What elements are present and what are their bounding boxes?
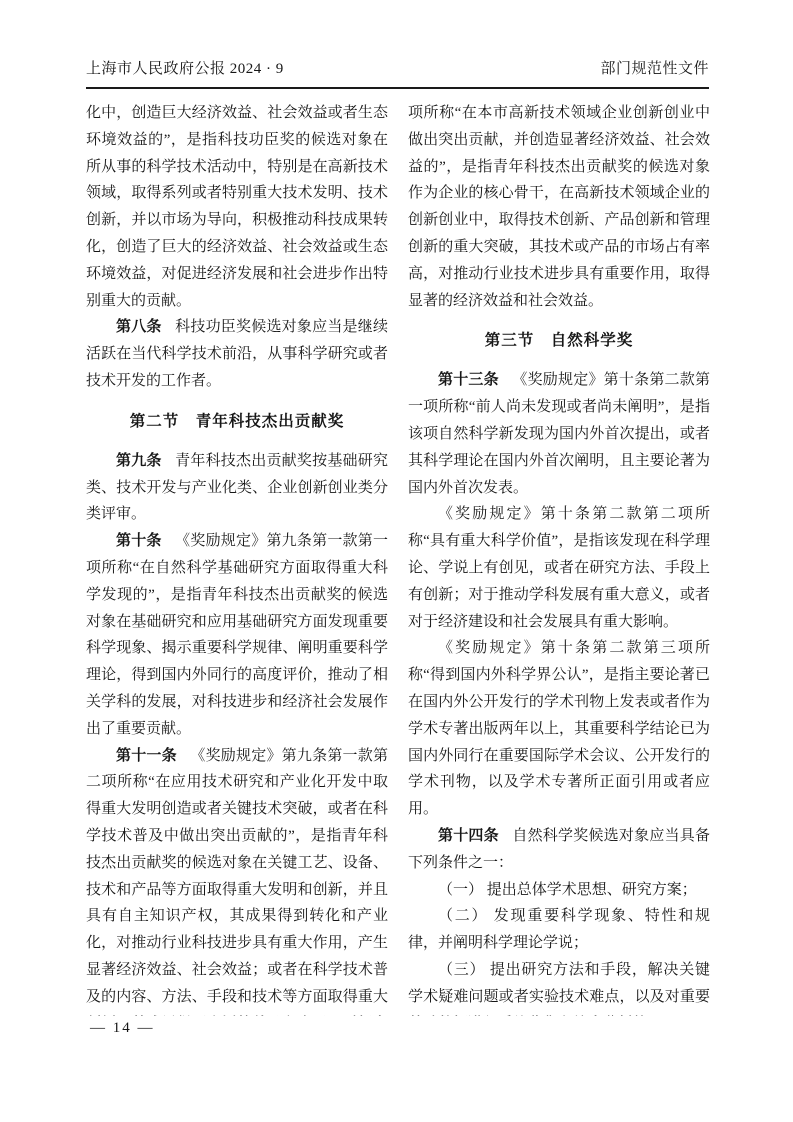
article-14-paragraph bbox=[408, 823, 710, 877]
article-number: 第十四条 bbox=[438, 826, 499, 844]
paragraph-text: 青年科技杰出贡献奖按基础研究类、技术开发与产业化类、企业创新创业类分类评审。 bbox=[86, 452, 388, 523]
page-footer bbox=[90, 1020, 155, 1037]
paragraph-text: 项所称“在本市高新技术领域企业创新创业中做出突出贡献，并创造显著经济效益、社会效益的”，是指青年科技杰出贡献奖的候选对象作为企业的核心骨干，在高新技术领域企业的创新创业中，取得技术创新、产品创新和管理创新的重大突破，其技术或产品的市场占有率高，对推动行业技术进步具有重要作用，取得显著的经济效益和社会效益。 bbox=[408, 105, 710, 309]
paragraph-text: 《奖励规定》第九条第一款第一项所称“在自然科学基础研究方面取得重大科学发现的”，是指青年科技杰出贡献奖的候选对象在基础研究和应用基础研究方面发现重要科学现象、揭示重要科学规律、阐明重要科学理论，得到国内外同行的高度评价，推动了相关学科的发展，对科技进步和经济社会发展作出了重要贡献。 bbox=[86, 533, 388, 737]
paragraph-text: 《奖励规定》第十条第二款第一项所称“前人尚未发现或者尚未阐明”，是指该项自然科学新发现为国内外首次提出，或者其科学理论在国内外首次阐明，且主要论著为国内外首次发表。 bbox=[408, 372, 710, 496]
list-item-3 bbox=[408, 957, 710, 1016]
article-9-paragraph bbox=[86, 448, 388, 528]
article-number: 第十条 bbox=[116, 532, 162, 550]
paragraph-text: （三） 提出研究方法和手段，解决关键学术疑难问题或者实验技术难点，以及对重要 bbox=[408, 961, 710, 1005]
article-number: 第九条 bbox=[116, 451, 162, 469]
right-column bbox=[408, 100, 710, 1016]
article-10-paragraph bbox=[86, 528, 388, 742]
paragraph-text: 科技功臣奖候选对象应当是继续活跃在当代科学技术前沿，从事科学研究或者技术开发的工作者。 bbox=[86, 319, 388, 389]
article-11-paragraph bbox=[86, 743, 388, 1016]
list-item-2 bbox=[408, 903, 710, 957]
paragraph-text: （一） 提出总体学术思想、研究方案； bbox=[438, 881, 697, 898]
article-13-paragraph bbox=[408, 367, 710, 501]
paragraph-text: 化中，创造巨大经济效益、社会效益或者生态环境效益的”，是指科技功臣奖的候选对象在所从事的科学技术活动中，特别是在高新技术领域，取得系列或者特别重大技术发明、技术创新，并以市场为导向，积极推动科技成果转化，创造了巨大的经济效益、社会效益或生态环境效益，对促进经济发展和社会进步作出特别重大的贡献。 bbox=[86, 105, 388, 309]
header-rule bbox=[86, 87, 709, 89]
section-heading-2: 第二节 青年科技杰出贡献奖 bbox=[129, 412, 345, 430]
left-column bbox=[86, 100, 388, 1016]
paragraph-text: 《奖励规定》第九条第一款第二项所称“在应用技术研究和产业化开发中取得重大发明创造或者关键技术突破，或者在科学技术普及中做出突出贡献的”，是指青年科技杰出贡献奖的候选对象在关键工艺、设备、技术和产品等方面取得重大发明和创新，并且具有自主知识产权，其成果得到转化和产业化，对推动行业科技进步具有重大作用，产生显著经济效益、社会效益；或者在科学技术普及的内容、方法、手段和技术等方面取得重大 bbox=[86, 747, 388, 1005]
page-number: — 14 — bbox=[90, 1020, 155, 1036]
article-number: 第十一条 bbox=[116, 746, 177, 764]
paragraph-text: 《奖励规定》第十条第二款第二项所称“具有重大科学价值”，是指该发现在科学理论、学说上有创见，或者在研究方法、手段上有创新；对于推动学科发展有重大意义，或者对于经济建设和社会发展具有重大影响。 bbox=[408, 506, 710, 630]
paragraph-text: 《奖励规定》第十条第二款第三项所称“得到国内外科学界公认”，是指主要论著已在国内外公开发行的学术刊物上发表或者作为学术专著出版两年以上，其重要科学结论已为国内外同行在重要国际学术会议、公开发行的学术刊物，以及学术专著所正面引用或者应用。 bbox=[408, 640, 710, 818]
clause-paragraph bbox=[408, 635, 710, 823]
list-item-1 bbox=[408, 877, 710, 904]
header-gazette-title: 上海市人民政府公报 2024 · 9 bbox=[86, 61, 284, 77]
paragraph-continuation bbox=[86, 100, 388, 314]
paragraph-continuation bbox=[408, 100, 710, 314]
article-8-paragraph bbox=[86, 314, 388, 394]
text-columns bbox=[86, 100, 710, 1016]
article-number: 第八条 bbox=[116, 318, 162, 336]
page-header bbox=[86, 57, 709, 78]
article-number: 第十三条 bbox=[438, 371, 499, 389]
paragraph-text: （二） 发现重要科学现象、特性和规律，并阐明科学理论学说； bbox=[408, 908, 710, 952]
clause-paragraph bbox=[408, 501, 710, 635]
paragraph-text: 自然科学奖候选对象应当具备下列条件之一： bbox=[408, 827, 710, 871]
header-section-category: 部门规范性文件 bbox=[600, 61, 709, 77]
section-heading-3: 第三节 自然科学奖 bbox=[484, 332, 634, 350]
